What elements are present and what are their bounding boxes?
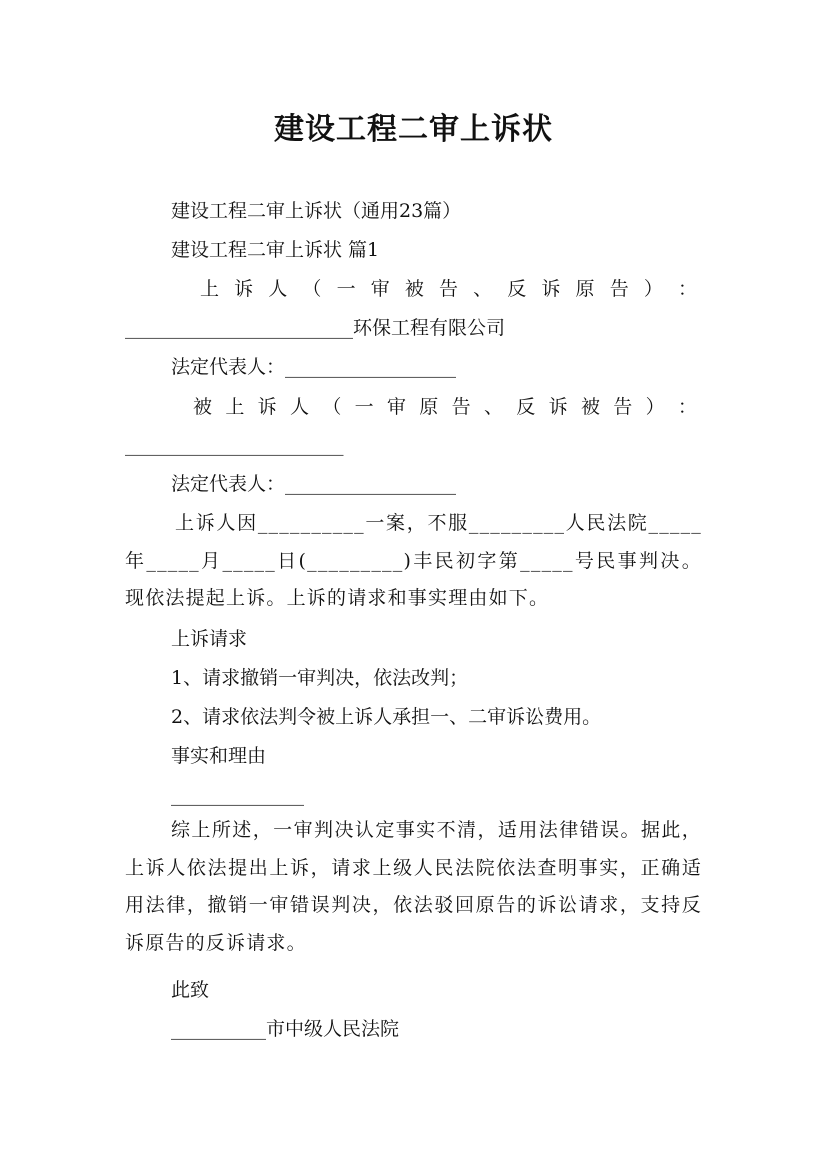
facts-heading: 事实和理由 [171, 745, 267, 767]
case-paragraph: 上诉人因__________一案，不服_________人民法院_____年_____月_____日(_________)丰民初字第_____号民事判决。现依法提起上诉。上诉的请求和事实理由如下。 [125, 512, 702, 609]
document-title: 建设工程二审上诉状 [274, 112, 553, 147]
requests-heading: 上诉请求 [171, 628, 248, 650]
request-item-2: 2、请求依法判令被上诉人承担一、二审诉讼费用。 [171, 706, 602, 728]
section-heading: 建设工程二审上诉状 篇1 [171, 239, 380, 261]
appellant-label: 上 诉 人 （ 一 审 被 告 、 反 诉 原 告 ） ： [200, 278, 697, 300]
appellee-label: 被 上 诉 人 （ 一 审 原 告 、 反 诉 被 告 ） ： [193, 396, 697, 418]
facts-blank: ______________ [171, 784, 304, 806]
appellant-company: ________________________环保工程有限公司 [125, 317, 506, 339]
addressee-court: __________市中级人民法院 [171, 1018, 400, 1040]
document-subtitle: 建设工程二审上诉状（通用23篇） [171, 200, 462, 222]
closing-salutation: 此致 [171, 979, 210, 1001]
appellee-blank: _______________________ [125, 434, 344, 456]
appellee-legal-representative: 法定代表人：__________________ [171, 473, 457, 495]
appellant-legal-representative: 法定代表人：__________________ [171, 356, 457, 378]
conclusion-paragraph: 综上所述，一审判决认定事实不清，适用法律错误。据此，上诉人依法提出上诉，请求上级人民法院依法查明事实，正确适用法律，撤销一审错误判决，依法驳回原告的诉讼请求，支持反诉原告的反诉请求。 [125, 819, 702, 954]
request-item-1: 1、请求撤销一审判决，依法改判； [171, 667, 469, 689]
